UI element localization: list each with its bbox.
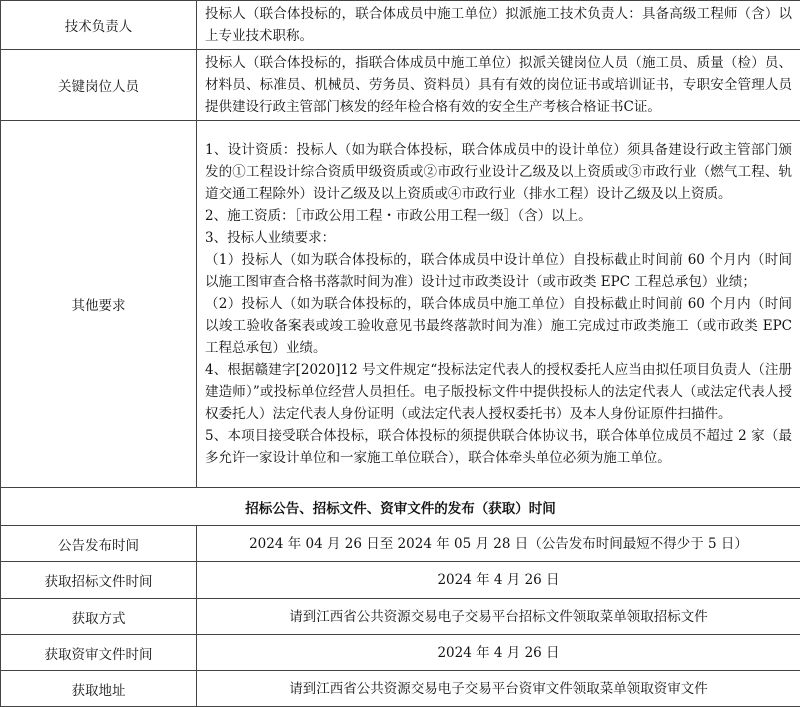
section-title: 招标公告、招标文件、资审文件的发布（获取）时间 <box>1 488 800 526</box>
other-para-2: 2、施工资质：［市政公用工程・市政公用工程一级］（含）以上。 <box>205 205 792 227</box>
row-obtain-method <box>1 599 800 635</box>
other-label: 其他要求 <box>1 121 197 488</box>
row-section-title <box>1 488 800 526</box>
other-para-6: 4、根据赣建字[2020]12 号文件规定“投标法定代表人的授权委托人应当由拟任项目负责人（注册建造师）”或投标单位经营人员担任。电子版投标文件中提供投标人的法定代表人（或法定代表人授权委托人）法定代表人身份证明（或法定代表人授权委托书）及本人身份证原件扫描件。 <box>205 359 792 425</box>
tech-lead-value <box>197 1 800 50</box>
row-obtain-address <box>1 671 800 707</box>
obtain-address-value: 请到江西省公共资源交易电子交易平台资审文件领取菜单领取资审文件 <box>197 671 800 707</box>
row-tech-lead <box>1 1 800 50</box>
other-para-4: （1）投标人（如为联合体投标的，联合体成员中设计单位）自投标截止时间前 60 个月内（时间以施工图审查合格书落款时间为准）设计过市政类设计（或市政类 EPC 工程总承包）业绩； <box>205 249 792 293</box>
announce-time-value: 2024 年 04 月 26 日至 2024 年 05 月 28 日（公告发布时间最短不得少于 5 日） <box>197 526 800 562</box>
key-staff-label: 关键岗位人员 <box>1 50 197 121</box>
other-para-1: 1、设计资质：投标人（如为联合体投标，联合体成员中的设计单位）须具备建设行政主管部门颁发的①工程设计综合资质甲级资质或②市政行业设计乙级及以上资质或③市政行业（燃气工程、轨道交通工程除外）设计乙级及以上资质或④市政行业（排水工程）设计乙级及以上资质。 <box>205 139 792 205</box>
obtain-method-value: 请到江西省公共资源交易电子交易平台招标文件领取菜单领取招标文件 <box>197 599 800 635</box>
announce-time-label: 公告发布时间 <box>1 526 197 562</box>
bid-doc-time-label: 获取招标文件时间 <box>1 562 197 599</box>
row-prequal-doc-time <box>1 635 800 671</box>
tech-lead-label: 技术负责人 <box>1 1 197 50</box>
other-value <box>197 121 800 488</box>
key-staff-value <box>197 50 800 121</box>
key-staff-text: 投标人（联合体投标的，指联合体成员中施工单位）拟派关键岗位人员（施工员、质量（检）员、材料员、标准员、机械员、劳务员、资料员）具有有效的岗位证书或培训证书，专职安全管理人员提供建设行政主管部门核发的经年检合格有效的安全生产考核合格证书C证。 <box>205 52 792 118</box>
other-para-7: 5、本项目接受联合体投标，联合体投标的须提供联合体协议书，联合体单位成员不超过 2 家（最多允许一家设计单位和一家施工单位联合），联合体牵头单位必须为施工单位。 <box>205 425 792 469</box>
prequal-doc-time-value: 2024 年 4 月 26 日 <box>197 635 800 671</box>
tech-lead-text: 投标人（联合体投标的，联合体成员中施工单位）拟派施工技术负责人：具备高级工程师（含）以上专业技术职称。 <box>205 3 792 47</box>
other-para-3: 3、投标人业绩要求： <box>205 227 792 249</box>
other-para-5: （2）投标人（如为联合体投标的，联合体成员中施工单位）自投标截止时间前 60 个月内（时间以竣工验收备案表或竣工验收意见书最终落款时间为准）施工完成过市政类施工（或市政类 EPC 工程总承包）业绩。 <box>205 293 792 359</box>
row-bid-doc-time <box>1 562 800 599</box>
obtain-address-label: 获取地址 <box>1 671 197 707</box>
row-announce-time <box>1 526 800 562</box>
row-key-staff <box>1 50 800 121</box>
row-other <box>1 121 800 488</box>
bid-doc-time-value: 2024 年 4 月 26 日 <box>197 562 800 599</box>
obtain-method-label: 获取方式 <box>1 599 197 635</box>
prequal-doc-time-label: 获取资审文件时间 <box>1 635 197 671</box>
